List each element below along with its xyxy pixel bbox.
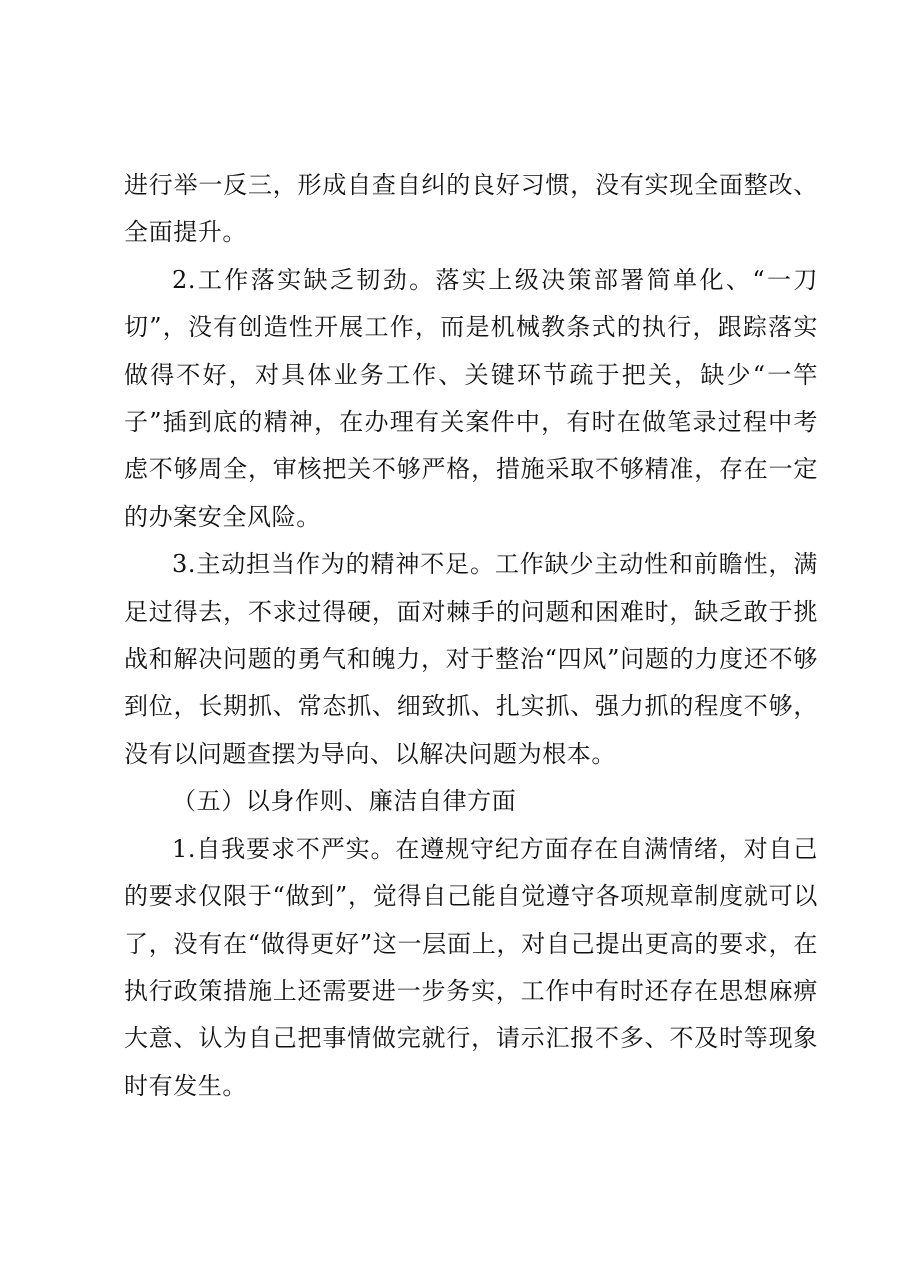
document-body xyxy=(124,162,818,1110)
paragraph-work-implementation: 2.工作落实缺乏韧劲。落实上级决策部署简单化、“一刀切”，没有创造性开展工作，而是机械教条式的执行，跟踪落实做得不好，对具体业务工作、关键环节疏于把关，缺少“一竿子”插到底的精神，在办理有关案件中，有时在做笔录过程中考虑不够周全，审核把关不够严格，措施采取不够精准，存在一定的办案安全风险。 xyxy=(124,265,818,531)
paragraph-continuation: 进行举一反三，形成自查自纠的良好习惯，没有实现全面整改、全面提升。 xyxy=(124,171,818,247)
paragraph-initiative: 3.主动担当作为的精神不足。工作缺少主动性和前瞻性，满足过得去，不求过得硬，面对棘手的问题和困难时，缺乏敢于挑战和解决问题的勇气和魄力，对于整治“四风”问题的力度还不够到位，长期抓、常态抓、细致抓、扎实抓、强力抓的程度不够，没有以问题查摆为导向、以解决问题为根本。 xyxy=(124,550,818,768)
section-heading-integrity: （五）以身作则、廉洁自律方面 xyxy=(172,787,517,816)
paragraph-self-discipline: 1.自我要求不严实。在遵规守纪方面存在自满情绪，对自己的要求仅限于“做到”，觉得自己能自觉遵守各项规章制度就可以了，没有在“做得更好”这一层面上，对自己提出更高的要求，在执行政策措施上还需要进一步务实，工作中有时还存在思想麻痹大意、认为自己把事情做完就行，请示汇报不多、不及时等现象时有发生。 xyxy=(124,834,818,1100)
